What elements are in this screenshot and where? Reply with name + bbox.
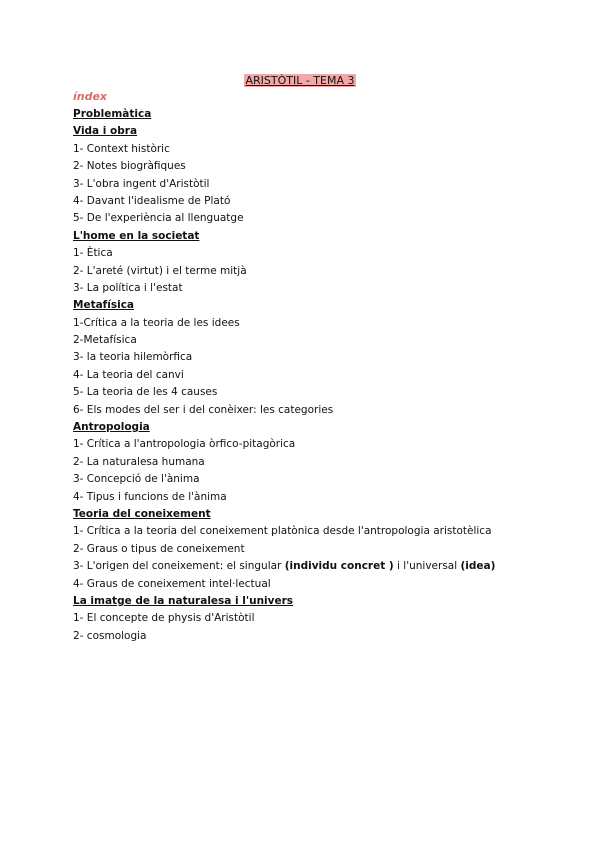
toc-item-text: 3- L'origen del coneixement: el singular bbox=[73, 560, 285, 573]
section-heading: Problemàtica bbox=[73, 108, 152, 120]
toc-item: 2- Graus o tipus de coneixement bbox=[73, 542, 245, 555]
toc-item: 1- El concepte de physis d'Aristòtil bbox=[73, 612, 255, 625]
toc-item: 2- La naturalesa humana bbox=[73, 455, 205, 468]
toc-item: 2- L'areté (virtut) i el terme mitjà bbox=[73, 264, 247, 277]
toc-item: 1-Crítica a la teoria de les idees bbox=[73, 316, 240, 329]
toc-item: 1- Context històric bbox=[73, 142, 170, 155]
document-title-text: ARISTÒTIL - TEMA 3 bbox=[245, 74, 355, 87]
toc-item: 5- De l'experiència al llenguatge bbox=[73, 212, 244, 225]
section-heading: Vida i obra bbox=[73, 125, 138, 138]
toc-item: 4- Graus de coneixement intel·lectual bbox=[73, 577, 271, 590]
toc-item: 3- La política i l'estat bbox=[73, 281, 183, 294]
toc-item: 3- L'obra ingent d'Aristòtil bbox=[73, 177, 210, 190]
section-heading: La imatge de la naturalesa i l'univers bbox=[73, 594, 294, 607]
toc-item bbox=[73, 558, 573, 575]
toc-item: 2- Notes biogràfiques bbox=[73, 160, 186, 173]
bold-term: (individu concret ) bbox=[284, 560, 394, 573]
toc-item: 2-Metafísica bbox=[73, 334, 137, 347]
bold-term: (idea) bbox=[460, 560, 496, 573]
document-title bbox=[0, 73, 600, 89]
toc-item: 6- Els modes del ser i del conèixer: les categories bbox=[73, 403, 334, 416]
index-label: índex bbox=[73, 90, 108, 103]
toc-item: 4- Davant l'idealisme de Plató bbox=[73, 194, 231, 207]
toc-item: 2- cosmologia bbox=[73, 629, 147, 642]
toc-item: 4- La teoria del canvi bbox=[73, 368, 184, 381]
toc-item: 1- Ètica bbox=[73, 247, 113, 260]
toc-item-text: i l'universal bbox=[393, 560, 461, 573]
toc-item: 4- Tipus i funcions de l'ànima bbox=[73, 490, 227, 503]
toc-item: 1- Crítica a l'antropologia òrfico-pitagòrica bbox=[73, 438, 296, 451]
toc-item: 3- la teoria hilemòrfica bbox=[73, 351, 193, 364]
section-heading: Antropologia bbox=[73, 421, 150, 434]
toc-item: 1- Crítica a la teoria del coneixement platònica desde l'antropologia aristotèlica bbox=[73, 525, 492, 538]
section-heading: Metafísica bbox=[73, 299, 135, 312]
table-of-contents bbox=[73, 106, 573, 645]
toc-item: 3- Concepció de l'ànima bbox=[73, 473, 200, 486]
toc-item: 5- La teoria de les 4 causes bbox=[73, 386, 218, 399]
section-heading: Teoria del coneixement bbox=[73, 507, 211, 520]
section-heading: L'home en la societat bbox=[73, 229, 200, 242]
